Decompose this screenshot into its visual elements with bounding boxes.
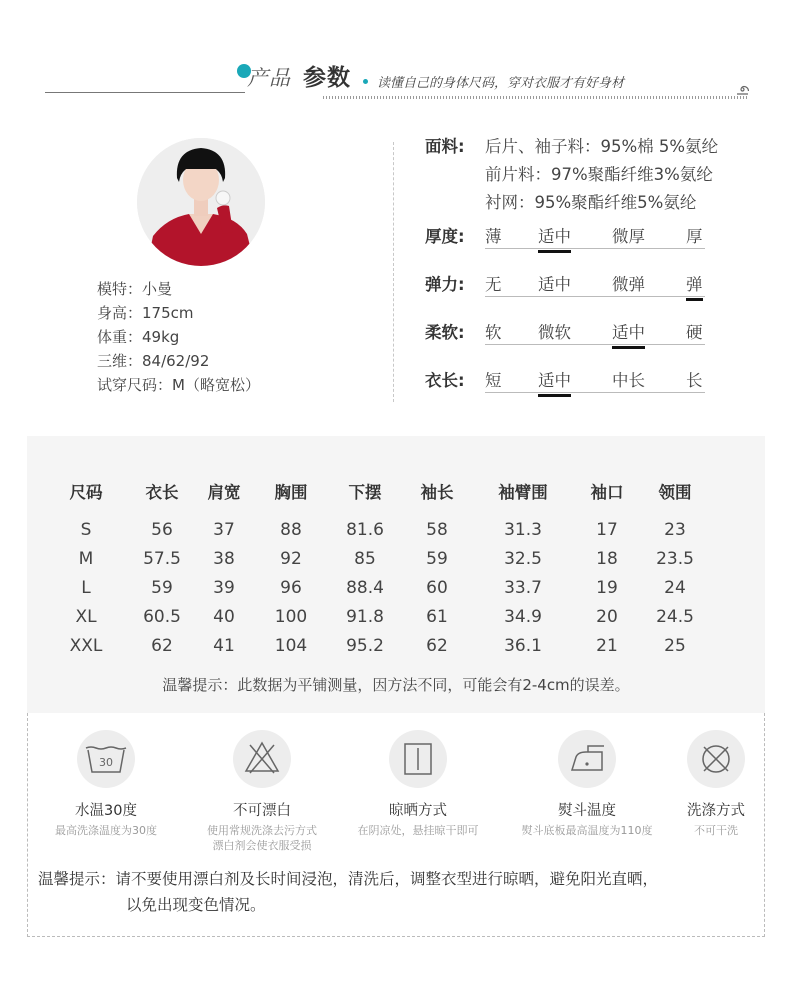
size-table-cell: 18 [596, 549, 618, 569]
size-table-header: 尺码 [69, 483, 103, 502]
wash-30-icon [77, 730, 135, 788]
title-light: 产品 [247, 66, 291, 90]
attribute-option: 微弹 [612, 275, 645, 294]
care-desc: 不可干洗 [694, 824, 738, 837]
attribute-option: 厚 [686, 227, 703, 246]
header-subtitle: 读懂自己的身体尺码，穿对衣服才有好身材 [377, 76, 625, 91]
size-table-header: 领围 [658, 483, 692, 502]
attribute-option: 薄 [485, 227, 502, 246]
size-table-cell: 40 [213, 607, 235, 627]
size-table-cell: 81.6 [346, 520, 384, 540]
attribute-option-selected: 适中 [612, 319, 645, 343]
size-table-cell: 31.3 [504, 520, 542, 540]
size-table-cell: XL [75, 607, 97, 627]
care-desc: 漂白剂会使衣服受损 [212, 839, 312, 852]
size-table-cell: 19 [596, 578, 618, 598]
attribute-option-selected: 弹 [686, 271, 703, 295]
size-table-cell: 38 [213, 549, 235, 569]
swirl-icon [736, 83, 749, 96]
care-item [187, 730, 337, 853]
size-table-cell: 23.5 [656, 549, 694, 569]
size-table-header: 下摆 [348, 483, 382, 502]
size-table-cell: 20 [596, 607, 618, 627]
size-table-cell: 36.1 [504, 636, 542, 656]
size-table-cell: 60.5 [143, 607, 181, 627]
size-table-cell: 17 [596, 520, 618, 540]
size-table-cell: 23 [664, 520, 686, 540]
model-name: 模特：小曼 [97, 280, 173, 298]
size-table-cell: 41 [213, 636, 235, 656]
attribute-label: 柔软: [425, 323, 465, 342]
size-table-header: 肩宽 [207, 483, 241, 502]
size-table-cell: 59 [151, 578, 173, 598]
attribute-option: 软 [485, 323, 502, 342]
care-desc: 在阴凉处，悬挂晾干即可 [357, 824, 479, 837]
size-table-cell: M [78, 549, 94, 569]
fabric-line: 衬网：95%聚酯纤维5%氨纶 [485, 193, 697, 212]
size-table-cell: 62 [426, 636, 448, 656]
size-table-cell: 25 [664, 636, 686, 656]
size-table-cell: 88.4 [346, 578, 384, 598]
size-table-header: 胸围 [274, 483, 308, 502]
model-measurements: 三维：84/62/92 [97, 352, 210, 370]
size-table-cell: 56 [151, 520, 173, 540]
size-table-cell: 61 [426, 607, 448, 627]
size-table-cell: 39 [213, 578, 235, 598]
care-tip-line: 以免出现变色情况。 [126, 896, 266, 914]
size-table-cell: 95.2 [346, 636, 384, 656]
attribute-scale-line [485, 344, 705, 345]
size-table-header: 袖长 [420, 483, 454, 502]
vertical-divider [393, 142, 394, 402]
size-table-cell: 37 [213, 520, 235, 540]
attribute-label: 弹力: [425, 275, 465, 294]
care-item [31, 730, 181, 838]
iron-icon [558, 730, 616, 788]
attribute-scale-line [485, 248, 705, 249]
size-table-header: 袖口 [590, 483, 624, 502]
care-desc: 熨斗底板最高温度为110度 [521, 824, 653, 837]
attribute-label: 厚度: [425, 227, 465, 246]
no-bleach-icon [233, 730, 291, 788]
attribute-label: 衣长: [425, 371, 465, 390]
attribute-option: 微厚 [612, 227, 645, 246]
attribute-option: 中长 [612, 371, 645, 390]
size-table-cell: 32.5 [504, 549, 542, 569]
size-table-cell: 21 [596, 636, 618, 656]
attribute-option: 硬 [686, 323, 703, 342]
model-trial-size: 试穿尺码：M（略宽松） [97, 376, 260, 394]
model-avatar [137, 138, 265, 266]
size-table-cell: 96 [280, 578, 302, 598]
size-table-cell: 92 [280, 549, 302, 569]
header-line [45, 92, 245, 93]
care-desc: 最高洗涤温度为30度 [55, 824, 157, 837]
care-tip-line: 温馨提示：请不要使用漂白剂及长时间浸泡，清洗后，调整衣型进行晾晒，避免阳光直晒， [38, 870, 659, 888]
size-table-cell: XXL [69, 636, 103, 656]
care-tip [38, 866, 658, 918]
fabric-line: 前片料：97%聚酯纤维3%氨纶 [485, 165, 713, 184]
care-desc: 使用常规洗涤去污方式 [207, 824, 317, 837]
attribute-option: 无 [485, 275, 502, 294]
care-title: 洗涤方式 [687, 803, 745, 819]
size-table-cell: 62 [151, 636, 173, 656]
fabric-line: 后片、袖子料：95%棉 5%氨纶 [485, 137, 719, 156]
size-table-cell: 24 [664, 578, 686, 598]
size-table-cell: 100 [274, 607, 308, 627]
model-height: 身高：175cm [97, 304, 194, 322]
section-header [0, 0, 790, 110]
size-table-cell: 85 [354, 549, 376, 569]
attribute-option: 短 [485, 371, 502, 390]
title-bold: 参数 [303, 65, 351, 91]
size-table-cell: 104 [274, 636, 308, 656]
size-table-cell: 34.9 [504, 607, 542, 627]
size-table-cell: 60 [426, 578, 448, 598]
attribute-scale-line [485, 296, 705, 297]
size-table-header: 袖臂围 [498, 483, 548, 502]
attribute-scale-line [485, 392, 705, 393]
size-table-cell: 91.8 [346, 607, 384, 627]
care-item [641, 730, 790, 838]
care-title: 不可漂白 [233, 803, 291, 819]
size-table-cell: 33.7 [504, 578, 542, 598]
attribute-option: 微软 [538, 323, 571, 342]
care-title: 水温30度 [75, 803, 137, 819]
header-dotted-line [323, 96, 749, 99]
attribute-option: 长 [686, 371, 703, 390]
no-dry-clean-icon [687, 730, 745, 788]
attribute-option: 适中 [538, 275, 571, 294]
size-table [27, 436, 765, 713]
attribute-option-selected: 适中 [538, 367, 571, 391]
size-table-cell: L [81, 578, 91, 598]
model-weight: 体重：49kg [97, 328, 180, 346]
wash-temp-label: 30 [99, 756, 113, 769]
care-title: 熨斗温度 [558, 803, 616, 819]
model-info [97, 277, 260, 397]
attribute-option-selected: 适中 [538, 223, 571, 247]
care-title: 晾晒方式 [389, 803, 447, 819]
size-table-cell: 88 [280, 520, 302, 540]
size-table-cell: 57.5 [143, 549, 181, 569]
size-table-cell: 58 [426, 520, 448, 540]
care-item [512, 730, 662, 838]
size-table-cell: 24.5 [656, 607, 694, 627]
fabric-label: 面料: [425, 137, 465, 156]
size-table-cell: 59 [426, 549, 448, 569]
size-table-header: 衣长 [145, 483, 179, 502]
size-note: 温馨提示：此数据为平铺测量，因方法不同，可能会有2-4cm的误差。 [162, 676, 630, 694]
size-table-cell: S [80, 520, 92, 540]
line-dry-icon [389, 730, 447, 788]
care-item [343, 730, 493, 838]
subtitle-dot [363, 79, 368, 84]
